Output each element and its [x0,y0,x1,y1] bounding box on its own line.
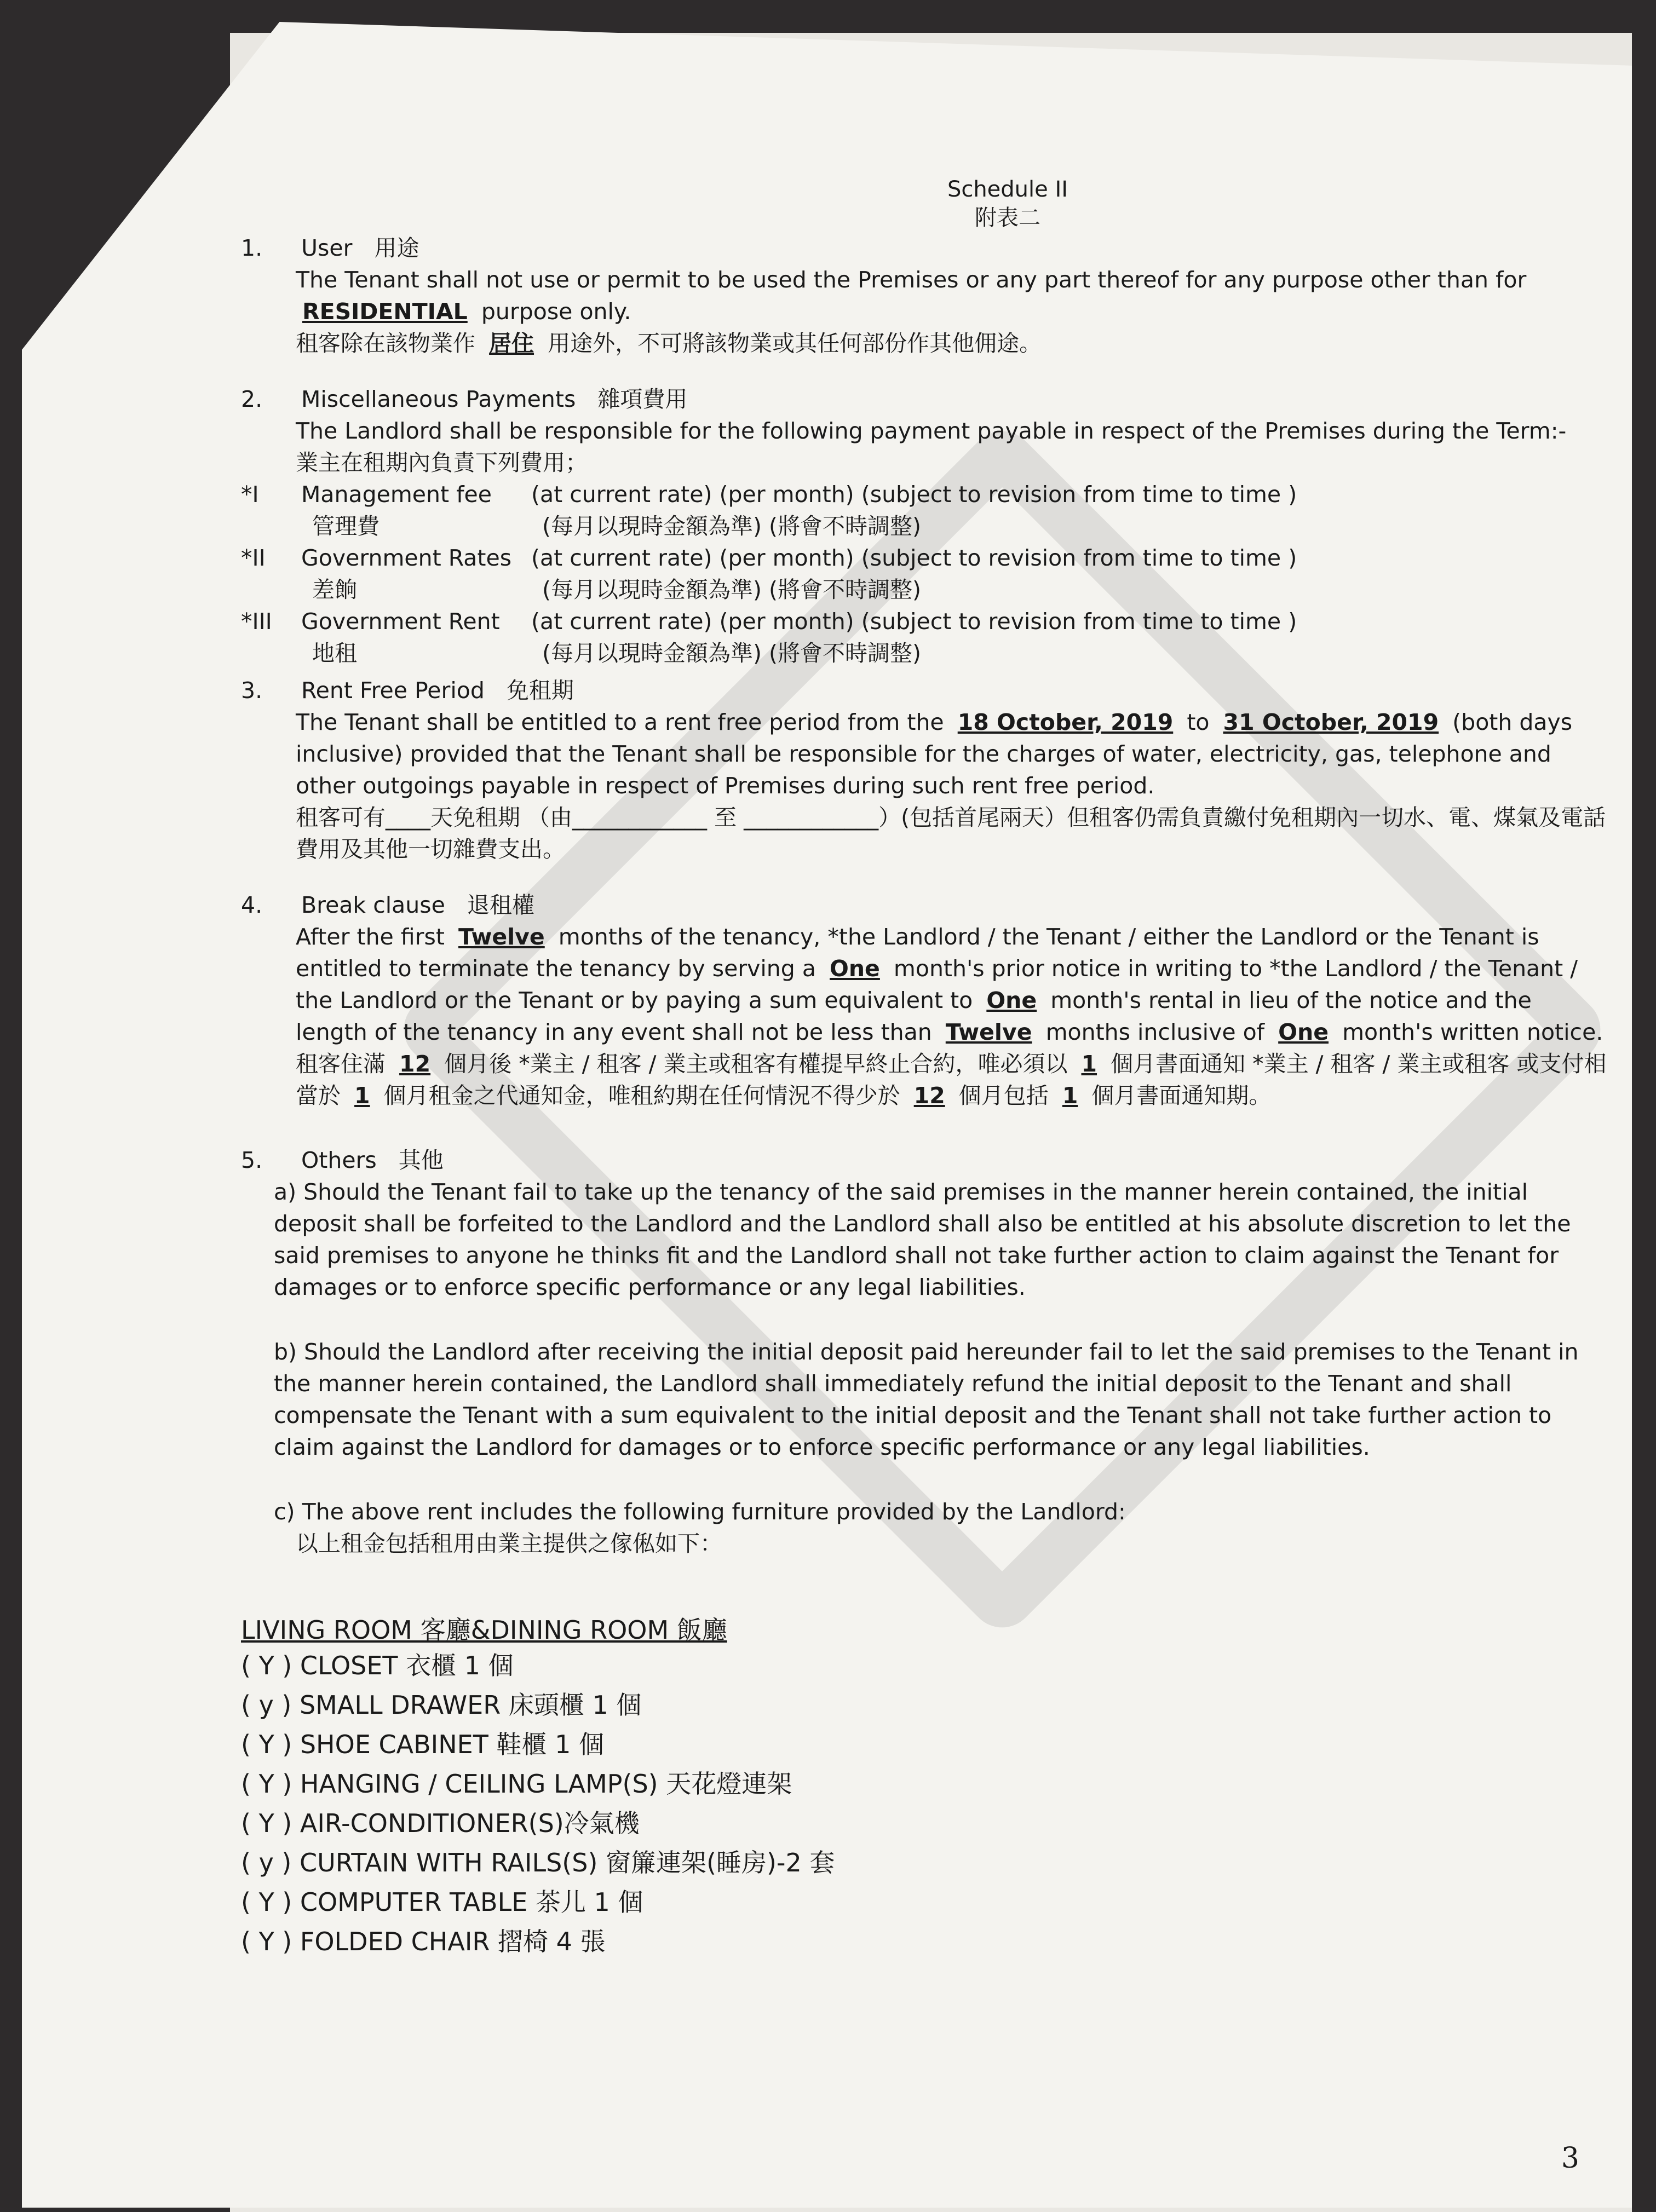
item-label-zh: 差餉 [312,577,357,603]
rent-free-text-2: (both days inclusive) provided that the Tenant shall be responsible for the charges of water, electricity, gas, telephone and other outgoings payable in respect of Premises during such rent free period. [296,709,1573,799]
section-heading-zh: 雜項費用 [597,386,688,412]
break-text: month's prior notice in writing to *the Landlord / the Tenant / the Landlord or the Tenant or by paying a sum equivalent to [296,955,1578,1013]
section-number: 2. [241,386,263,412]
break-text: months of the tenancy, *the Landlord / the Tenant / either the Landlord or the Tenant is entitled to terminate the tenancy by serving a [296,924,1539,982]
section-heading: Miscellaneous Payments [301,386,576,412]
section-break-clause [241,889,1610,1111]
furniture-list-title: LIVING ROOM 客廳&DINING ROOM 飯廳 [241,1615,727,1645]
list-item: ( Y ) CLOSET 衣櫃 1 個 [241,1651,514,1680]
break-notice-zh: 1 [354,1082,370,1109]
list-item: ( Y ) AIR-CONDITIONER(S)冷氣機 [241,1808,640,1838]
misc-text-zh: 業主在租期內負責下列費用； [296,450,588,476]
list-item: ( y ) CURTAIN WITH RAILS(S) 窗簾連架(睡房)-2 套 [241,1848,835,1877]
page-number: 3 [1561,2142,1579,2175]
item-label: Management fee [301,481,492,508]
break-text-zh: 個月租金之代通知金，唯租約期在任何情況不得少於 [383,1082,900,1109]
rent-free-to: 31 October, 2019 [1223,709,1439,735]
break-notice-zh: 1 [1062,1082,1078,1109]
misc-item-zh [241,510,1610,542]
item-desc-zh: (每月以現時金額為準) (將會不時調整) [542,513,922,539]
list-item: ( Y ) HANGING / CEILING LAMP(S) 天花燈連架 [241,1769,792,1799]
break-months: Twelve [458,924,545,950]
misc-item [241,479,1610,510]
break-text-zh: 租客住滿 [296,1051,386,1077]
section-others [241,1144,1610,1559]
misc-item [241,542,1610,574]
item-mark: *III [241,608,272,635]
list-item: ( y ) SMALL DRAWER 床頭櫃 1 個 [241,1690,642,1720]
break-months-zh: 12 [913,1082,945,1109]
item-label-zh: 管理費 [312,513,380,539]
rent-free-to-label: to [1187,709,1210,735]
clause-c-zh: 以上租金包括租用由業主提供之傢俬如下： [296,1530,722,1557]
break-months-zh: 12 [399,1051,431,1077]
user-text: The Tenant shall not use or permit to be used the Premises or any part thereof for any purpose other than for [296,267,1527,293]
item-mark: *I [241,481,259,508]
break-text: month's written notice. [1342,1019,1603,1045]
item-label: Government Rent [301,608,500,635]
section-heading-zh: 退租權 [467,892,534,918]
misc-item [241,606,1610,637]
break-notice: One [830,955,880,982]
break-text-zh: 個月書面通知 *業主 / 租客 / 業主或租客 或支付相當於 [296,1051,1607,1109]
section-heading-zh: 其他 [398,1147,444,1173]
user-text-2: purpose only. [481,298,631,325]
break-text-zh: 個月包括 [958,1082,1049,1109]
item-desc: (at current rate) (per month) (subject to revision from time to time ) [531,545,1297,571]
break-text: month's rental in lieu of the notice and the length of the tenancy in any event shall not be less than [296,987,1532,1045]
item-desc-zh: (每月以現時金額為準) (將會不時調整) [542,640,922,666]
document-content [241,175,1610,2119]
furniture-list [241,1646,1610,1961]
misc-item-zh [241,574,1610,606]
break-notice: One [1278,1019,1329,1045]
section-number: 1. [241,235,263,261]
item-label-zh: 地租 [312,640,357,666]
user-text-zh-2: 用途外，不可將該物業或其任何部份作其他佣途。 [548,330,1042,356]
rent-free-from: 18 October, 2019 [957,709,1174,735]
rent-free-text-zh: 租客可有____天免租期 （由____________ 至 ____________）(包括首尾兩天）但租客仍需負責繳付免租期內一切水、電、煤氣及電話費用及其他一切雜費支出。 [296,804,1606,862]
section-heading: Rent Free Period [301,677,485,704]
section-number: 5. [241,1147,263,1173]
section-rent-free [241,675,1610,865]
section-number: 3. [241,677,263,704]
item-desc: (at current rate) (per month) (subject to revision from time to time ) [531,481,1297,508]
break-text: After the first [296,924,445,950]
break-notice: One [986,987,1037,1013]
break-months: Twelve [945,1019,1032,1045]
clause-b: b) Should the Landlord after receiving the initial deposit paid hereunder fail to let the said premises to the Tenant in the manner herein contained, the Landlord shall immediately refund the initial deposit to the Tenant and shall compensate the Tenant with a sum equivalent to the initial deposit and the Tenant shall not take further action to claim against the Landlord for damages or to enforce specific performance or any legal liabilities. [274,1339,1579,1460]
break-notice-zh: 1 [1081,1051,1097,1077]
section-user [241,232,1610,359]
list-item: ( Y ) SHOE CABINET 鞋櫃 1 個 [241,1730,604,1759]
item-label: Government Rates [301,545,512,571]
item-mark: *II [241,545,266,571]
list-item: ( Y ) FOLDED CHAIR 摺椅 4 張 [241,1927,606,1956]
clause-c: c) The above rent includes the following furniture provided by the Landlord: [274,1499,1126,1525]
schedule-title-zh: 附表二 [975,205,1040,231]
list-item: ( Y ) COMPUTER TABLE 茶儿 1 個 [241,1887,643,1917]
section-number: 4. [241,892,263,918]
break-text-zh: 個月後 *業主 / 租客 / 業主或租客有權提早終止合約，唯必須以 [444,1051,1068,1077]
break-text: months inclusive of [1045,1019,1265,1045]
section-heading-zh: 免租期 [506,677,574,704]
purpose-value: RESIDENTIAL [302,298,468,325]
section-misc [241,383,1610,669]
section-heading: Others [301,1147,377,1173]
misc-text: The Landlord shall be responsible for the following payment payable in respect of the Premises during the Term:- [296,418,1567,444]
clause-a: a) Should the Tenant fail to take up the tenancy of the said premises in the manner herein contained, the initial deposit shall be forfeited to the Landlord and the Landlord shall also be entitled at his absolute discretion to let the said premises to anyone he thinks fit and the Landlord shall not take further action to claim against the Tenant for damages or to enforce specific performance or any legal liabilities. [274,1179,1571,1300]
item-desc-zh: (每月以現時金額為準) (將會不時調整) [542,577,922,603]
purpose-value-zh: 居住 [489,330,534,356]
schedule-title: Schedule II [947,177,1068,202]
section-heading: Break clause [301,892,445,918]
rent-free-text: The Tenant shall be entitled to a rent free period from the [296,709,944,735]
misc-item-zh [241,637,1610,669]
section-heading-zh: 用途 [374,235,419,261]
break-text-zh: 個月書面通知期。 [1091,1082,1272,1109]
user-text-zh: 租客除在該物業作 [296,330,475,356]
item-desc: (at current rate) (per month) (subject to revision from time to time ) [531,608,1297,635]
section-heading: User [301,235,353,261]
